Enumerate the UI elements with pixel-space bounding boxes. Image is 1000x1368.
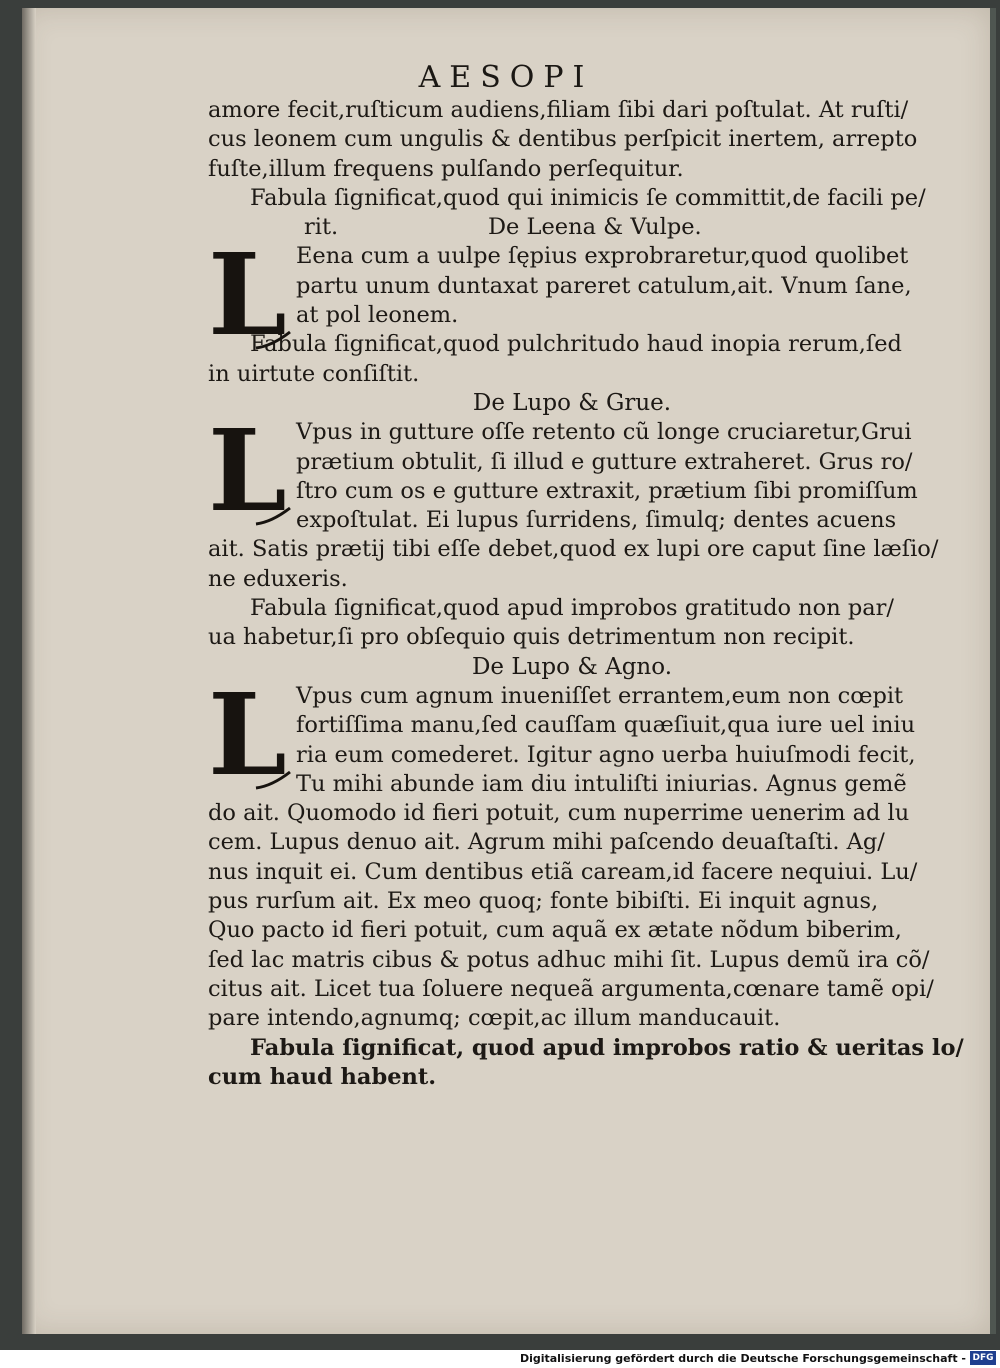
text-line: ait. Satis prætij tibi eſſe debet,quod ex lupi ore caput ſine læſio/ (208, 536, 939, 563)
text-line: cum haud habent. (208, 1063, 437, 1090)
page-text (208, 96, 964, 1092)
flourish-ornament (254, 768, 294, 792)
text-line: Tu mihi abunde iam diu intuliſti iniurias. Agnus gemẽ (296, 770, 907, 797)
text-line (208, 213, 936, 242)
moral-3 (208, 594, 936, 653)
flourish-ornament (254, 328, 294, 352)
continued-fable (208, 96, 936, 184)
fable-grue (208, 406, 939, 594)
running-title: AESOPI (418, 60, 594, 95)
moral-1 (208, 184, 936, 243)
text-line: Fabula ſignificat, quod apud improbos ratio & ueritas lo/ (250, 1034, 964, 1061)
text-line: fuſte,illum frequens pulſando perſequitur. (208, 155, 684, 182)
fable-title-grue: De Lupo & Grue. (472, 389, 672, 416)
fable-title-agno: De Lupo & Agno. (471, 653, 672, 680)
flourish-ornament (254, 504, 294, 528)
text-line: partu unum duntaxat pareret catulum,ait. Vnum ſane, (296, 272, 912, 299)
text-line: expoſtulat. Ei lupus ſurridens, ſimulq; dentes acuens (296, 507, 897, 534)
text-line: do ait. Quomodo id fieri potuit, cum nuperrime uenerim ad lu (208, 800, 910, 827)
funding-credit: Digitalisierung gefördert durch die Deutsche Forschungsgemeinschaft - (519, 1352, 966, 1365)
text-line: ne eduxeris. (208, 565, 348, 592)
text-line: Quo pacto id fieri potuit, cum aquã ex ætate nõdum biberim, (208, 917, 902, 944)
text-line: cem. Lupus denuo ait. Agrum mihi paſcendo deuaſtaſti. Ag/ (208, 829, 885, 856)
text-line: ua habetur,ſi pro obſequio quis detrimentum non recipit. (208, 624, 855, 651)
dfg-logo: DFG (970, 1351, 996, 1365)
text-line-part: rit. (304, 214, 339, 241)
drop-cap-initial: L (208, 230, 287, 362)
text-line: pare intendo,agnumq; cœpit,ac illum manducauit. (208, 1005, 781, 1032)
drop-cap-initial: L (208, 406, 287, 538)
text-line: ſtro cum os e gutture extraxit, prætium ſibi promiſſum (296, 477, 918, 504)
text-line: Fabula ſignificat,quod pulchritudo haud inopia rerum,ſed (250, 331, 902, 358)
text-line: Fabula ſignificat,quod qui inimicis ſe committit,de facili pe/ (250, 184, 926, 211)
page-gutter-shadow (22, 8, 36, 1334)
text-line: fortiſſima manu,ſed cauſſam quæſiuit,qua iure uel iniu (296, 712, 916, 739)
digitization-footer (0, 1350, 1000, 1368)
text-line: cus leonem cum ungulis & dentibus perſpicit inertem, arrepto (208, 126, 918, 153)
text-line: Vpus cum agnum inueniſſet errantem,eum non cœpit (296, 682, 904, 709)
text-line: citus ait. Licet tua ſoluere nequeã argumenta,cœnare tamẽ opi/ (208, 975, 934, 1002)
text-line: Fabula ſignificat,quod apud improbos gratitudo non par/ (250, 595, 895, 622)
drop-cap-initial: L (208, 669, 287, 801)
text-line: nus inquit ei. Cum dentibus etiã caream,id facere nequiui. Lu/ (208, 858, 918, 885)
moral-2 (208, 330, 936, 389)
text-line: ria eum comederet. Igitur agno uerba huiuſmodi fecit, (296, 741, 916, 768)
fable-title-leena: De Leena & Vulpe. (488, 214, 702, 241)
text-line: pus rurſum ait. Ex meo quoq; fonte bibiſti. Ei inquit agnus, (208, 888, 879, 915)
text-line: Eena cum a uulpe ſępius exprobraretur,quod quolibet (296, 243, 909, 270)
text-line: prætium obtulit, ſi illud e gutture extraheret. Grus ro/ (296, 448, 913, 475)
fable-agno (208, 669, 936, 1034)
moral-4 (208, 1034, 964, 1093)
text-line: Vpus in gutture oſſe retento cũ longe cruciaretur,Grui (296, 419, 912, 446)
text-line: at pol leonem. (296, 302, 459, 329)
text-line: ſed lac matris cibus & potus adhuc mihi ſit. Lupus demũ ira cõ/ (208, 946, 930, 973)
text-line: amore fecit,ruſticum audiens,filiam ſibi dari poſtulat. At ruſti/ (208, 97, 909, 123)
text-line: in uirtute conſiſtit. (208, 360, 420, 387)
